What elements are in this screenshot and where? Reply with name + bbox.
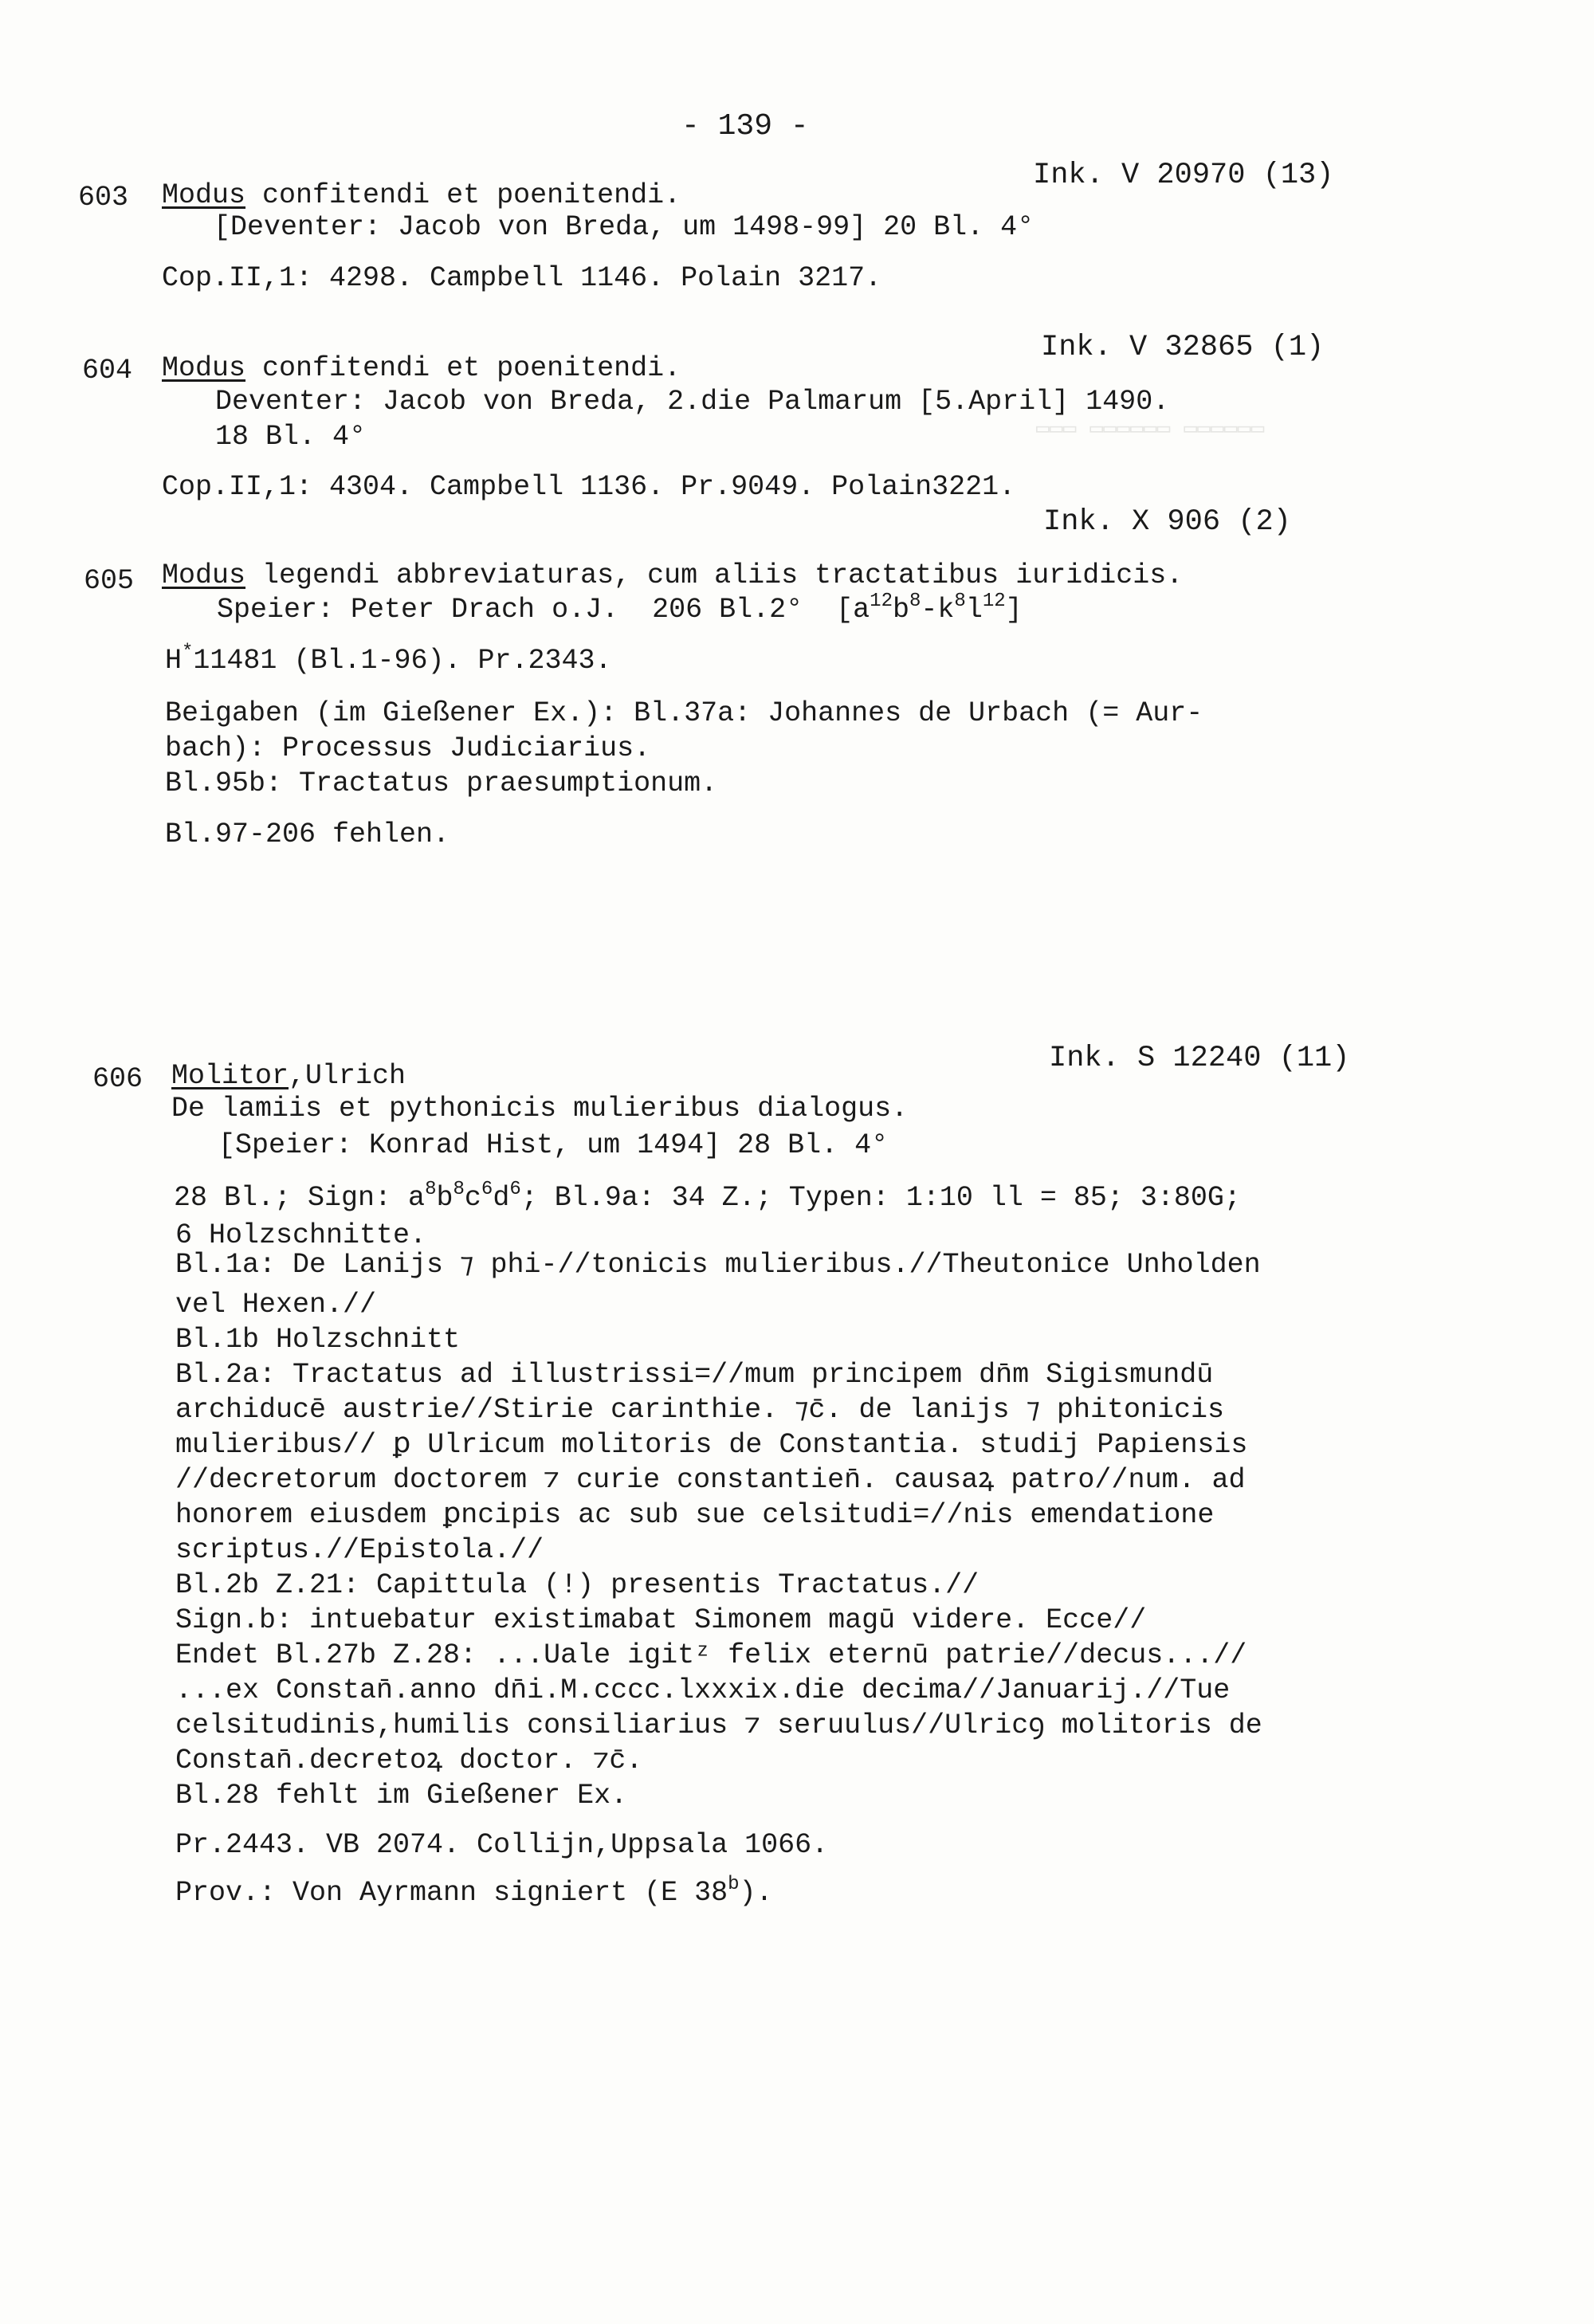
- entry-number: 604: [82, 355, 133, 387]
- description-line: mulieribus// ꝑ Ulricum molitoris de Constantia. studij Papiensis: [175, 1429, 1248, 1461]
- description-line: celsitudinis,humilis consiliarius ⁊ seruulus//Ulricꝯ molitoris de: [175, 1710, 1262, 1741]
- entry-heading: Molitor,Ulrich: [171, 1060, 406, 1092]
- imprint: Speier: Peter Drach o.J. 206 Bl.2° $[a^{12}b^8-k^8l^{12}]$: [217, 591, 1023, 626]
- entry-number: 606: [92, 1063, 143, 1095]
- note-line: bach): Processus Judiciarius.: [165, 732, 651, 764]
- description-line: Bl.1a: De Lanijs ⁊ phi-//tonicis mulieribus.//Theutonice Unholden: [175, 1249, 1261, 1281]
- description-line: 6 Holzschnitte.: [175, 1219, 427, 1251]
- head-word: Modus: [162, 352, 246, 384]
- description-line: Endet Bl.27b Z.28: ...Uale igitᶻ felix eternū patrie//decus...//: [175, 1639, 1247, 1671]
- references: Pr.2443. VB 2074. Collijn,Uppsala 1066.: [175, 1829, 829, 1861]
- entry-title: De lamiis et pythonicis mulieribus dialogus.: [171, 1093, 909, 1125]
- description: 28 Bl.; Sign: $a^8b^8c^6d^6$; Bl.9a: 34 Z.; Typen: 1:10 ll = 85; 3:80G;: [174, 1179, 1241, 1214]
- description-line: Constan̄.decretoꝝ doctor. ⁊c̄.: [175, 1745, 643, 1776]
- shelfmark: Ink. V 32865 (1): [1041, 331, 1325, 364]
- shelfmark: Ink. X 906 (2): [1043, 505, 1291, 539]
- description-line: Sign.b: intuebatur existimabat Simonem magū videre. Ecce//: [175, 1604, 1147, 1636]
- format: 18 Bl. 4°: [215, 421, 367, 453]
- references: H*11481 (Bl.1-96). Pr.2343.: [165, 642, 612, 677]
- note-line: Beigaben (im Gießener Ex.): Bl.37a: Johannes de Urbach (= Aur-: [165, 697, 1203, 729]
- note-line: Bl.97-206 fehlen.: [165, 819, 450, 850]
- description-line: Bl.2b Z.21: Capittula (!) presentis Tractatus.//: [175, 1569, 980, 1601]
- shelfmark: Ink. V 20970 (13): [1033, 159, 1334, 192]
- note-line: Bl.95b: Tractatus praesumptionum.: [165, 767, 718, 799]
- imprint: [Speier: Konrad Hist, um 1494] 28 Bl. 4°: [218, 1129, 889, 1161]
- page-number: - 139 -: [681, 109, 809, 143]
- description-line: //decretorum doctorem ⁊ curie constantien̄. causaꝝ patro//num. ad: [175, 1464, 1246, 1496]
- description-line: vel Hexen.//: [175, 1289, 377, 1321]
- head-word: Modus: [162, 179, 246, 211]
- provenance: Prov.: Von Ayrmann signiert (E 38$^b$).: [175, 1874, 773, 1909]
- description-line: archiducē austrie//Stirie carinthie. ⁊c̄. de lanijs ⁊ phitonicis: [175, 1394, 1225, 1426]
- description-line: scriptus.//Epistola.//: [175, 1534, 544, 1566]
- description-line: ...ex Constan̄.anno dn̄i.M.cccc.lxxxix.die decima//Januarij.//Tue: [175, 1674, 1231, 1706]
- imprint: Deventer: Jacob von Breda, 2.die Palmarum [5.April] 1490.: [215, 386, 1170, 418]
- head-word: Modus: [162, 559, 246, 591]
- entry-title-line: Modus confitendi et poenitendi.: [162, 179, 681, 211]
- head-word: Molitor: [171, 1060, 289, 1092]
- imprint: [Deventer: Jacob von Breda, um 1498-99] 20 Bl. 4°: [214, 211, 1035, 243]
- entry-title-line: Modus legendi abbreviaturas, cum aliis tractatibus iuridicis.: [162, 559, 1184, 591]
- entry-number: 603: [78, 182, 129, 214]
- description-line: Bl.1b Holzschnitt: [175, 1324, 461, 1356]
- shelfmark: Ink. S 12240 (11): [1049, 1042, 1350, 1075]
- collation: $[a^{12}b^8-k^8l^{12}]$: [836, 591, 1023, 626]
- references: Cop.II,1: 4304. Campbell 1136. Pr.9049. Polain3221.: [162, 471, 1016, 503]
- description-line: Bl.2a: Tractatus ad illustrissi=//mum principem dn̄m Sigismundū: [175, 1359, 1214, 1391]
- show-through: ▭▭▭ ▭▭▭▭▭▭ ▭▭▭▭▭▭: [1036, 418, 1265, 442]
- description-line: Bl.28 fehlt im Gießener Ex.: [175, 1780, 628, 1812]
- description-line: honorem eiusdem ꝑncipis ac sub sue celsitudi=//nis emendatione: [175, 1499, 1215, 1531]
- references: Cop.II,1: 4298. Campbell 1146. Polain 3217.: [162, 262, 882, 294]
- entry-number: 605: [84, 565, 135, 597]
- entry-title-line: Modus confitendi et poenitendi.: [162, 352, 681, 384]
